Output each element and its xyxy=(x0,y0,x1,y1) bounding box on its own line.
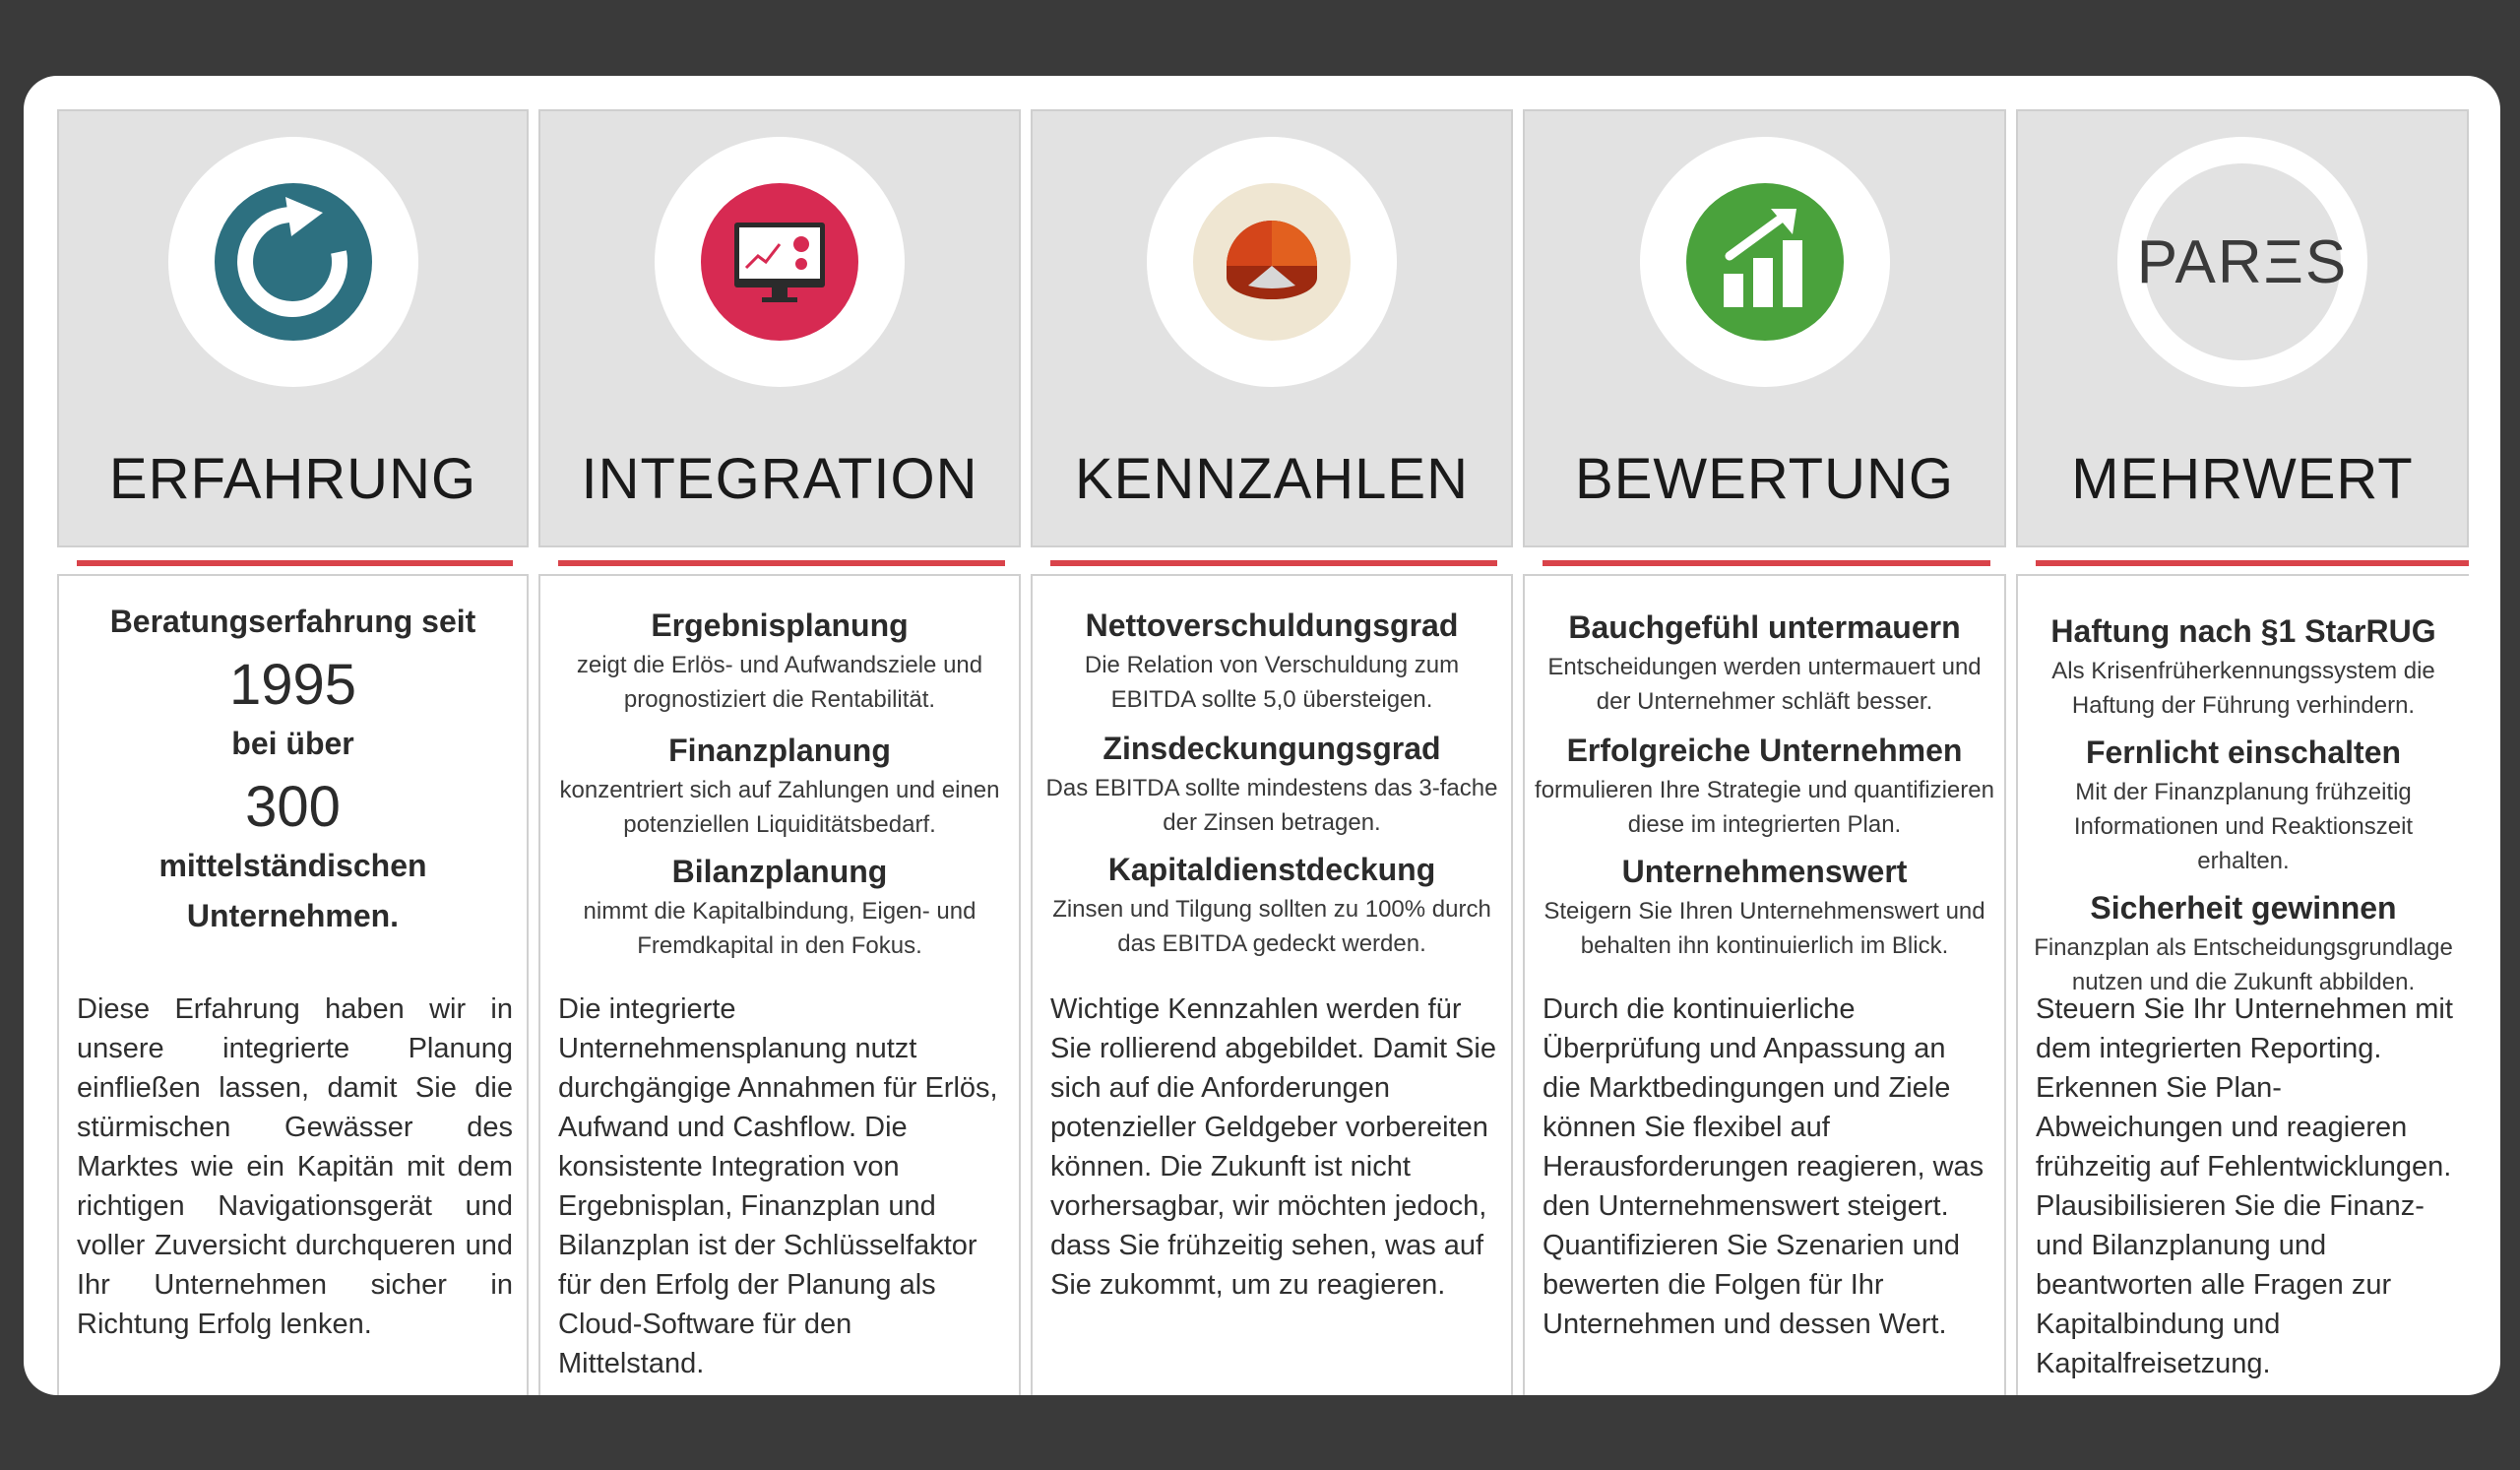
icon-circle xyxy=(1147,137,1397,387)
section-text: Das EBITDA sollte mindestens das 3-fache der Zinsen betragen. xyxy=(1045,775,1498,836)
column-paragraph: Wichtige Kennzahlen werden für Sie rollierend abgebildet. Damit Sie sich auf die Anforderungen potenzieller Geldgeber vorbereiten können. Die Zukunft ist nicht vorhersagbar, wir möchten jedoch, dass Sie frühzeitig sehen, was auf Sie zukommt, um zu reagieren. xyxy=(1050,993,1496,1301)
column-paragraph: Die integrierte Unternehmensplanung nutzt durchgängige Annahmen für Erlös, Aufwand und Cashflow. Die konsistente Integration von Ergebnisplan, Finanzplan und Bilanzplan ist der Schlüsselfaktor für den Erfolg der Planung als Cloud-Software für den Mittelstand. xyxy=(558,993,998,1379)
section-heading: Ergebnisplanung xyxy=(651,607,909,643)
growth-bars-icon xyxy=(1686,183,1844,341)
section-heading: Bilanzplanung xyxy=(671,854,888,889)
column-body xyxy=(1523,574,2006,1395)
column-kennzahlen xyxy=(1031,109,1513,1395)
column-paragraph: Durch die kontinuierliche Überprüfung und Anpassung an die Marktbedingungen und Ziele können Sie flexibel auf Herausforderungen reagieren, was den Unternehmenswert steigert. Quantifizieren Sie Szenarien und bewerten die Folgen für Ihr Unternehmen und dessen Wert. xyxy=(1543,993,1984,1340)
experience-line: bei über xyxy=(231,726,354,761)
refresh-icon xyxy=(215,183,372,341)
section-heading: Erfolgreiche Unternehmen xyxy=(1566,733,1963,768)
icon-circle xyxy=(2117,137,2367,387)
column-body xyxy=(2016,574,2469,1395)
section-text: nimmt die Kapitalbindung, Eigen- und Fremdkapital in den Fokus. xyxy=(583,898,976,959)
column-mehrwert xyxy=(2016,109,2469,1395)
info-section xyxy=(548,607,1011,717)
icon-circle xyxy=(655,137,905,387)
content-card xyxy=(24,76,2500,1395)
accent-divider xyxy=(1543,560,1990,566)
experience-block xyxy=(59,576,527,934)
column-integration xyxy=(538,109,1021,1395)
section-heading: Nettoverschuldungsgrad xyxy=(1085,607,1459,643)
section-heading: Zinsdeckungungsgrad xyxy=(1102,731,1441,766)
column-bewertung xyxy=(1523,109,2006,1395)
section-text: konzentriert sich auf Zahlungen und einen potenziellen Liquiditätsbedarf. xyxy=(559,777,1000,838)
column-paragraph: Diese Erfahrung haben wir in unsere integrierte Planung einfließen lassen, damit Sie die stürmischen Gewässer des Marktes wie ein Kapitän mit dem richtigen Navigationsgerät und voller Zuversicht durchqueren und Ihr Unternehmen sicher in Richtung Erfolg lenken. xyxy=(77,993,513,1340)
section-heading: Bauchgefühl untermauern xyxy=(1568,609,1961,645)
info-section xyxy=(2026,613,2461,723)
section-text: Entscheidungen werden untermauert und der Unternehmer schläft besser. xyxy=(1547,654,1982,715)
icon-circle xyxy=(168,137,418,387)
pares-logo: PARΞS xyxy=(2136,227,2349,296)
section-text: zeigt die Erlös- und Aufwandsziele und prognostiziert die Rentabilität. xyxy=(576,652,983,713)
logo-backdrop xyxy=(2136,163,2349,360)
info-section xyxy=(548,854,1011,963)
section-text: Die Relation von Verschuldung zum EBITDA sollte 5,0 übersteigen. xyxy=(1084,652,1460,713)
info-section xyxy=(548,733,1011,842)
column-title: KENNZAHLEN xyxy=(1075,447,1469,511)
feature-columns xyxy=(57,109,2467,1395)
section-text: Als Krisenfrüherkennungssystem die Haftung der Führung verhindern. xyxy=(2051,658,2435,719)
section-heading: Sicherheit gewinnen xyxy=(2090,890,2397,926)
pie-chart-icon xyxy=(1193,183,1351,341)
accent-divider xyxy=(1050,560,1497,566)
column-paragraph: Steuern Sie Ihr Unternehmen mit dem integrierten Reporting. Erkennen Sie Plan-Abweichungen und reagieren frühzeitig auf Fehlentwicklungen. Plausibilisieren Sie die Finanz- und Bilanzplanung und beantworten alle Fragen zur Kapitalbindung und Kapitalfreisetzung. xyxy=(2036,993,2453,1379)
column-header xyxy=(1031,109,1513,547)
icon-circle xyxy=(1640,137,1890,387)
section-heading: Haftung nach §1 StarRUG xyxy=(2050,613,2436,649)
section-heading: Fernlicht einschalten xyxy=(2085,735,2402,770)
experience-count: 300 xyxy=(245,775,341,839)
experience-year: 1995 xyxy=(228,653,357,717)
section-text: formulieren Ihre Strategie und quantifizieren diese im integrierten Plan. xyxy=(1535,777,1994,838)
section-heading: Kapitaldienstdeckung xyxy=(1107,852,1436,887)
section-heading: Finanzplanung xyxy=(668,733,891,768)
accent-divider xyxy=(2036,560,2469,566)
section-text: Steigern Sie Ihren Unternehmenswert und behalten ihn kontinuierlich im Blick. xyxy=(1544,898,1985,959)
info-section xyxy=(1533,609,1996,719)
column-title: ERFAHRUNG xyxy=(108,447,477,511)
info-section xyxy=(2026,735,2461,878)
experience-line: mittelständischen xyxy=(158,848,427,883)
column-title: MEHRWERT xyxy=(2071,447,2414,511)
experience-line: Beratungserfahrung seit xyxy=(109,604,476,639)
column-body xyxy=(538,574,1021,1395)
column-title: INTEGRATION xyxy=(581,447,978,511)
section-text: Zinsen und Tilgung sollten zu 100% durch das EBITDA gedeckt werden. xyxy=(1052,896,1491,957)
column-header xyxy=(2016,109,2469,547)
section-text: Finanzplan als Entscheidungsgrundlage nutzen und die Zukunft abbilden. xyxy=(2034,934,2453,995)
column-header xyxy=(538,109,1021,547)
info-section xyxy=(1040,731,1503,840)
info-section xyxy=(1533,854,1996,963)
info-section xyxy=(1040,852,1503,961)
column-header xyxy=(1523,109,2006,547)
experience-line: Unternehmen. xyxy=(186,898,400,933)
monitor-chart-icon xyxy=(701,183,858,341)
section-heading: Unternehmenswert xyxy=(1621,854,1908,889)
info-section xyxy=(2026,890,2461,999)
accent-divider xyxy=(77,560,513,566)
section-text: Mit der Finanzplanung frühzeitig Informationen und Reaktionszeit erhalten. xyxy=(2073,779,2414,874)
info-section xyxy=(1040,607,1503,717)
column-header xyxy=(57,109,529,547)
info-section xyxy=(1533,733,1996,842)
column-body xyxy=(57,574,529,1395)
column-title: BEWERTUNG xyxy=(1575,447,1954,511)
column-body xyxy=(1031,574,1513,1395)
column-erfahrung xyxy=(57,109,529,1395)
accent-divider xyxy=(558,560,1005,566)
